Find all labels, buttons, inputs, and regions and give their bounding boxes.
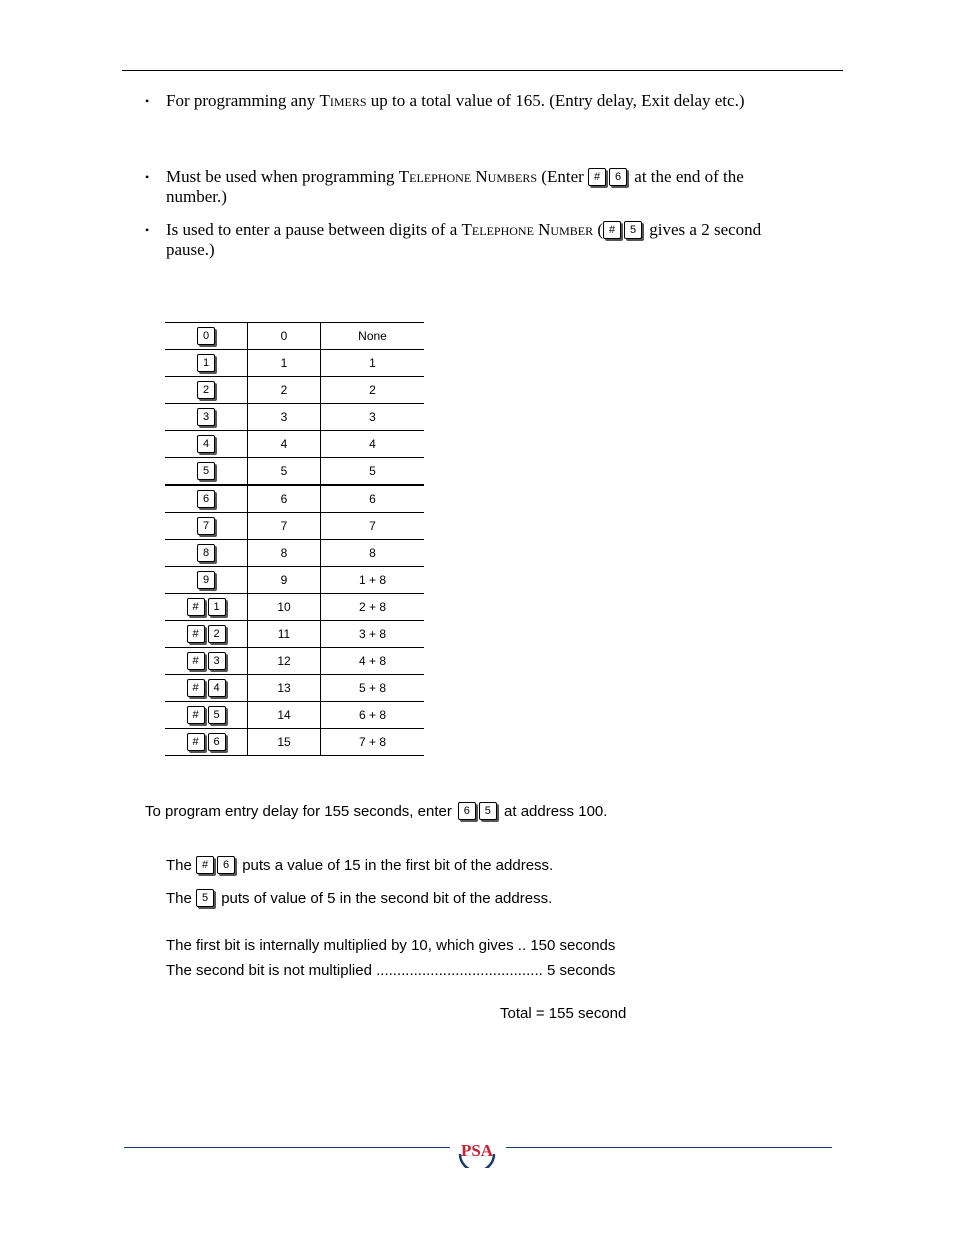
- key-hash: #: [187, 706, 205, 724]
- key-8: 8: [197, 544, 215, 562]
- value-cell: 8: [248, 540, 321, 567]
- table-row: [165, 513, 424, 540]
- key-cell: [165, 431, 248, 458]
- example-text: The: [166, 857, 192, 874]
- value-cell: 3: [248, 404, 321, 431]
- binary-cell: 8: [321, 540, 425, 567]
- binary-cell: 5: [321, 458, 425, 486]
- value-cell: 4: [248, 431, 321, 458]
- key-hash: #: [187, 733, 205, 751]
- value-cell: 15: [248, 729, 321, 756]
- key-cell: [165, 350, 248, 377]
- key-0: 0: [197, 327, 215, 345]
- table-row: [165, 540, 424, 567]
- key-hash: #: [187, 652, 205, 670]
- key-cell: [165, 540, 248, 567]
- binary-cell: 6 + 8: [321, 702, 425, 729]
- key-4: 4: [208, 679, 226, 697]
- key-1: 1: [208, 598, 226, 616]
- binary-cell: 2 + 8: [321, 594, 425, 621]
- table-row: [165, 621, 424, 648]
- example-line-1: [166, 856, 553, 875]
- key-cell: [165, 648, 248, 675]
- table-row: [165, 567, 424, 594]
- table-row: [165, 350, 424, 377]
- binary-cell: 2: [321, 377, 425, 404]
- key-hash: #: [187, 625, 205, 643]
- key-6: 6: [197, 490, 215, 508]
- bullet-dot: •: [145, 170, 150, 184]
- key-4: 4: [197, 435, 215, 453]
- bullet-text: Must be used when programming: [166, 167, 399, 186]
- value-cell: 14: [248, 702, 321, 729]
- table-row: [165, 404, 424, 431]
- example-line-2: [166, 889, 552, 908]
- bullet-text: number.): [166, 187, 227, 206]
- binary-cell: 5 + 8: [321, 675, 425, 702]
- key-cell: [165, 675, 248, 702]
- logo-text: PSA: [460, 1141, 494, 1160]
- key-7: 7: [197, 517, 215, 535]
- key-cell: [165, 594, 248, 621]
- value-cell: 10: [248, 594, 321, 621]
- key-cell: [165, 621, 248, 648]
- value-cell: 11: [248, 621, 321, 648]
- term-telephone-numbers: Telephone Numbers: [398, 167, 538, 186]
- table-row: [165, 675, 424, 702]
- key-cell: [165, 513, 248, 540]
- bullet-text: at the end of the: [630, 167, 744, 186]
- bullet-text: For programming any: [166, 91, 320, 110]
- table-row: [165, 323, 424, 350]
- total-line: Total = 155 second: [500, 1005, 627, 1022]
- bullet-text: Is used to enter a pause between digits of a: [166, 220, 462, 239]
- key-1: 1: [197, 354, 215, 372]
- key-hash: #: [603, 221, 621, 239]
- key-5: 5: [197, 462, 215, 480]
- table-row: [165, 485, 424, 513]
- table-row: [165, 458, 424, 486]
- example-text: The: [166, 890, 192, 907]
- value-cell: 0: [248, 323, 321, 350]
- term-timers: Timers: [319, 91, 367, 110]
- table-row: [165, 648, 424, 675]
- term-telephone-number: Telephone Number: [461, 220, 594, 239]
- binary-cell: 6: [321, 485, 425, 513]
- key-6: 6: [217, 856, 235, 874]
- example-intro: [145, 802, 607, 821]
- key-cell: [165, 458, 248, 486]
- bullet-dot: •: [145, 223, 150, 237]
- example-text: puts of value of 5 in the second bit of the address.: [221, 890, 553, 907]
- binary-cell: 4: [321, 431, 425, 458]
- key-value-table: [165, 322, 424, 756]
- key-3: 3: [208, 652, 226, 670]
- footer-rule-left: [124, 1147, 450, 1148]
- bullet-text: up to a total value of 165. (Entry delay, Exit delay etc.): [366, 91, 745, 110]
- key-hash: #: [588, 168, 606, 186]
- binary-cell: None: [321, 323, 425, 350]
- key-hash: #: [196, 856, 214, 874]
- key-6: 6: [458, 802, 476, 820]
- binary-cell: 3: [321, 404, 425, 431]
- key-cell: [165, 567, 248, 594]
- footer-rule-right: [506, 1147, 832, 1148]
- key-6: 6: [609, 168, 627, 186]
- binary-cell: 4 + 8: [321, 648, 425, 675]
- calc-line-1: The first bit is internally multiplied by 10, which gives .. 150 seconds: [166, 937, 616, 954]
- value-cell: 9: [248, 567, 321, 594]
- example-text: To program entry delay for 155 seconds, enter: [145, 803, 452, 820]
- bullet-text: pause.): [166, 240, 215, 259]
- key-cell: [165, 729, 248, 756]
- value-cell: 7: [248, 513, 321, 540]
- key-5: 5: [624, 221, 642, 239]
- key-2: 2: [208, 625, 226, 643]
- psa-logo: [456, 1132, 498, 1168]
- key-5: 5: [479, 802, 497, 820]
- example-text: puts a value of 15 in the first bit of the address.: [242, 857, 554, 874]
- header-rule: [122, 70, 843, 71]
- value-cell: 2: [248, 377, 321, 404]
- table-row: [165, 729, 424, 756]
- binary-cell: 7 + 8: [321, 729, 425, 756]
- example-text: at address 100.: [504, 803, 608, 820]
- key-2: 2: [197, 381, 215, 399]
- key-cell: [165, 485, 248, 513]
- key-9: 9: [197, 571, 215, 589]
- value-cell: 6: [248, 485, 321, 513]
- key-cell: [165, 377, 248, 404]
- value-cell: 5: [248, 458, 321, 486]
- bullet-text: (: [593, 220, 604, 239]
- bullet-text: (Enter: [537, 167, 589, 186]
- binary-cell: 1: [321, 350, 425, 377]
- binary-cell: 7: [321, 513, 425, 540]
- key-cell: [165, 404, 248, 431]
- key-6: 6: [208, 733, 226, 751]
- value-cell: 12: [248, 648, 321, 675]
- bullet-text: gives a 2 second: [645, 220, 762, 239]
- table-row: [165, 431, 424, 458]
- value-cell: 13: [248, 675, 321, 702]
- value-cell: 1: [248, 350, 321, 377]
- key-5: 5: [196, 889, 214, 907]
- table-row: [165, 702, 424, 729]
- table-row: [165, 594, 424, 621]
- binary-cell: 3 + 8: [321, 621, 425, 648]
- key-cell: [165, 323, 248, 350]
- table-row: [165, 377, 424, 404]
- binary-cell: 1 + 8: [321, 567, 425, 594]
- key-hash: #: [187, 679, 205, 697]
- key-hash: #: [187, 598, 205, 616]
- bullet-dot: •: [145, 94, 150, 108]
- key-5: 5: [208, 706, 226, 724]
- key-cell: [165, 702, 248, 729]
- key-3: 3: [197, 408, 215, 426]
- calc-line-2: The second bit is not multiplied ........................................ 5 seconds: [166, 962, 616, 979]
